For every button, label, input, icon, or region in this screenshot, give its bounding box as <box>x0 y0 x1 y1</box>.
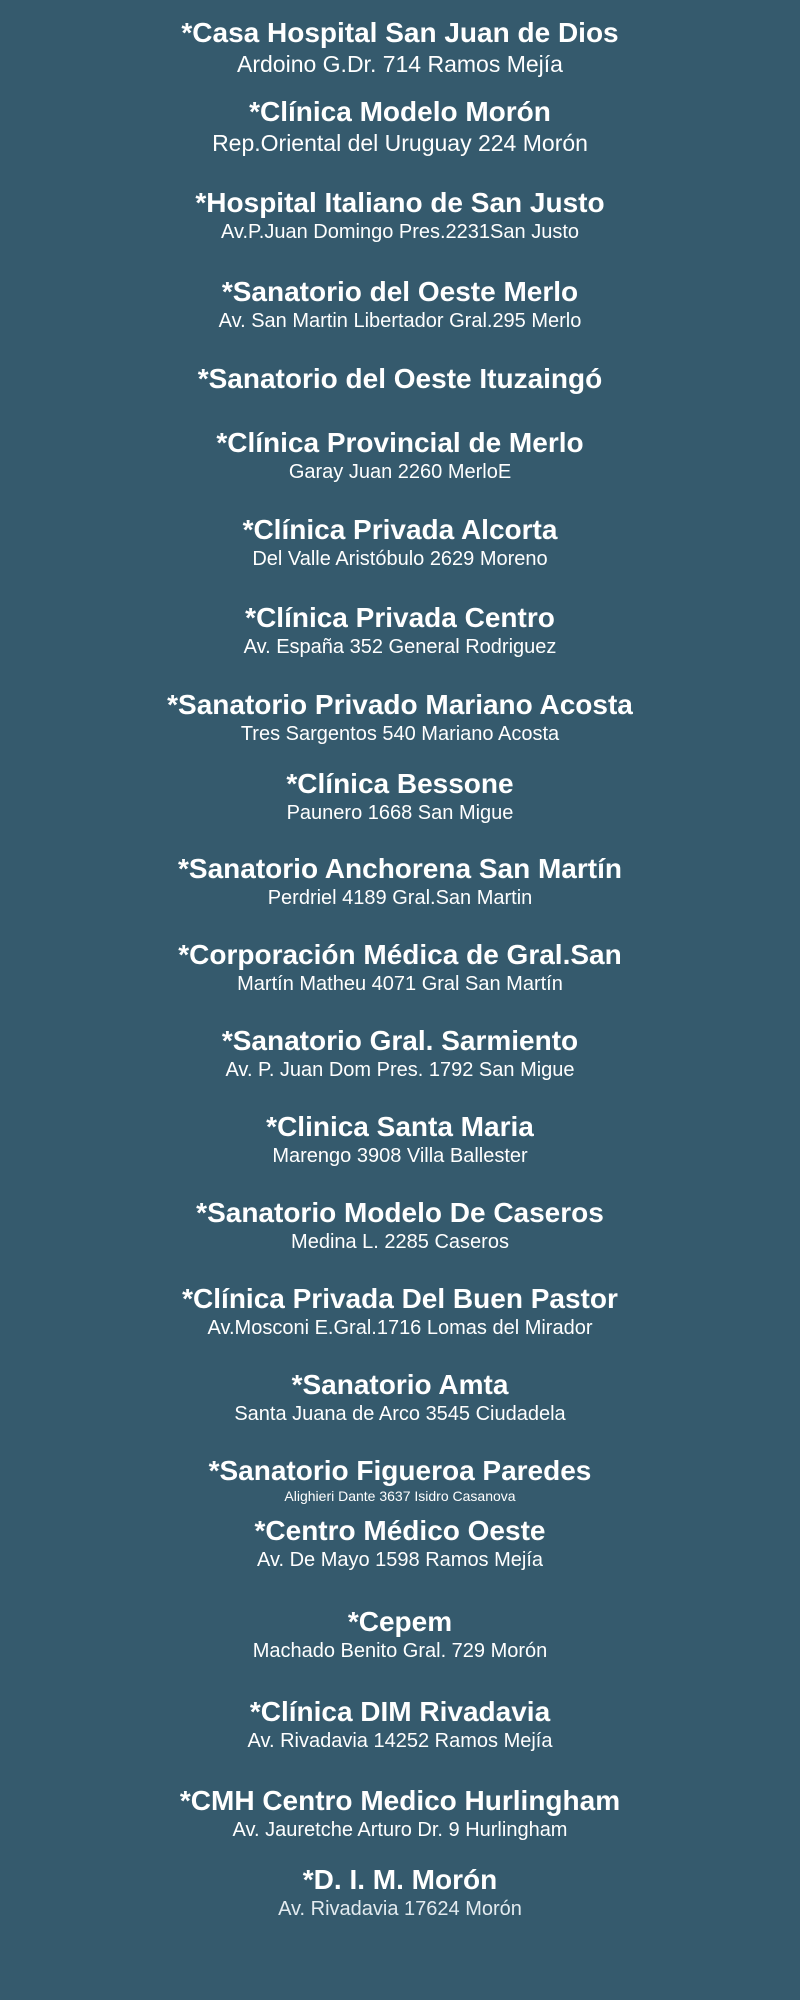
clinic-name: *CMH Centro Medico Hurlingham <box>179 1785 621 1816</box>
clinic-entry <box>0 852 800 910</box>
clinic-name: *Sanatorio del Oeste Ituzaingó <box>197 363 603 394</box>
clinic-name: *Casa Hospital San Juan de Dios <box>181 17 619 48</box>
clinic-address: Av.P.Juan Domingo Pres.2231San Justo <box>220 221 579 243</box>
clinic-name: *Sanatorio Gral. Sarmiento <box>221 1025 579 1056</box>
clinic-address: Av. De Mayo 1598 Ramos Mejía <box>256 1549 544 1571</box>
clinic-entry <box>0 1368 800 1426</box>
clinic-name: *Sanatorio Amta <box>291 1369 509 1400</box>
clinic-name: *Centro Médico Oeste <box>254 1515 546 1546</box>
clinic-entry <box>0 1695 800 1753</box>
clinic-name: *Corporación Médica de Gral.San <box>178 939 622 970</box>
clinic-entry <box>0 1196 800 1254</box>
clinic-address: Alighieri Dante 3637 Isidro Casanova <box>284 1488 516 1504</box>
clinic-address: Santa Juana de Arco 3545 Ciudadela <box>234 1403 566 1425</box>
clinic-entry <box>0 362 800 396</box>
clinic-name: *Clínica Privada Centro <box>245 602 555 633</box>
clinic-entry <box>0 767 800 825</box>
clinic-name: *Sanatorio Modelo De Caseros <box>196 1197 604 1228</box>
clinic-entry <box>0 1110 800 1168</box>
clinic-entry <box>0 16 800 78</box>
clinic-address: Machado Benito Gral. 729 Morón <box>252 1640 548 1662</box>
clinic-address: Paunero 1668 San Migue <box>286 802 514 824</box>
clinic-entry <box>0 1514 800 1572</box>
clinic-name: *Clínica Bessone <box>286 768 514 799</box>
clinic-entry <box>0 601 800 659</box>
clinic-name: *Sanatorio Anchorena San Martín <box>178 853 622 884</box>
clinic-name: *Sanatorio Figueroa Paredes <box>208 1455 592 1486</box>
clinic-entry <box>0 513 800 571</box>
clinic-entry <box>0 95 800 157</box>
clinic-address: Av. Rivadavia 14252 Ramos Mejía <box>247 1730 553 1752</box>
clinic-address: Del Valle Aristóbulo 2629 Moreno <box>252 548 548 570</box>
clinic-address: Av. Jauretche Arturo Dr. 9 Hurlingham <box>232 1819 568 1841</box>
clinic-name: *Clínica Modelo Morón <box>249 96 551 127</box>
clinic-address: Martín Matheu 4071 Gral San Martín <box>237 973 563 995</box>
clinic-name: *Sanatorio Privado Mariano Acosta <box>167 689 633 720</box>
clinic-name: *Sanatorio del Oeste Merlo <box>221 276 579 307</box>
clinic-name: *Cepem <box>347 1606 453 1637</box>
clinic-name: *Clínica Provincial de Merlo <box>216 427 584 458</box>
clinic-entry <box>0 1454 800 1504</box>
clinic-address: Av. P. Juan Dom Pres. 1792 San Migue <box>225 1059 575 1081</box>
clinic-address: Garay Juan 2260 MerloE <box>288 461 512 483</box>
clinic-address: Rep.Oriental del Uruguay 224 Morón <box>212 130 588 156</box>
clinic-entry <box>0 938 800 996</box>
clinic-address: Av. España 352 General Rodriguez <box>243 636 557 658</box>
clinic-address: Av. Rivadavia 17624 Morón <box>278 1898 522 1920</box>
clinic-address: Ardoino G.Dr. 714 Ramos Mejía <box>237 51 563 77</box>
clinic-name: *Clinica Santa Maria <box>266 1111 534 1142</box>
clinic-name: *Clínica DIM Rivadavia <box>249 1696 551 1727</box>
clinic-address: Medina L. 2285 Caseros <box>291 1231 509 1253</box>
clinic-entry <box>0 426 800 484</box>
clinic-entry <box>0 688 800 746</box>
clinic-entry <box>0 1605 800 1663</box>
clinic-address: Av. San Martin Libertador Gral.295 Merlo <box>218 310 582 332</box>
clinic-entry <box>0 1282 800 1340</box>
clinic-address: Tres Sargentos 540 Mariano Acosta <box>240 723 560 745</box>
clinic-entry <box>0 1863 800 1921</box>
clinic-entry <box>0 1784 800 1842</box>
clinic-name: *Clínica Privada Del Buen Pastor <box>182 1283 618 1314</box>
clinic-name: *Clínica Privada Alcorta <box>242 514 558 545</box>
clinic-address: Av.Mosconi E.Gral.1716 Lomas del Mirador <box>207 1317 593 1339</box>
clinic-name: *D. I. M. Morón <box>302 1864 498 1895</box>
clinic-name: *Hospital Italiano de San Justo <box>195 187 605 218</box>
clinic-address: Marengo 3908 Villa Ballester <box>272 1145 528 1167</box>
clinic-address: Perdriel 4189 Gral.San Martin <box>267 887 533 909</box>
clinic-entry <box>0 186 800 244</box>
clinic-entry <box>0 1024 800 1082</box>
clinic-entry <box>0 275 800 333</box>
